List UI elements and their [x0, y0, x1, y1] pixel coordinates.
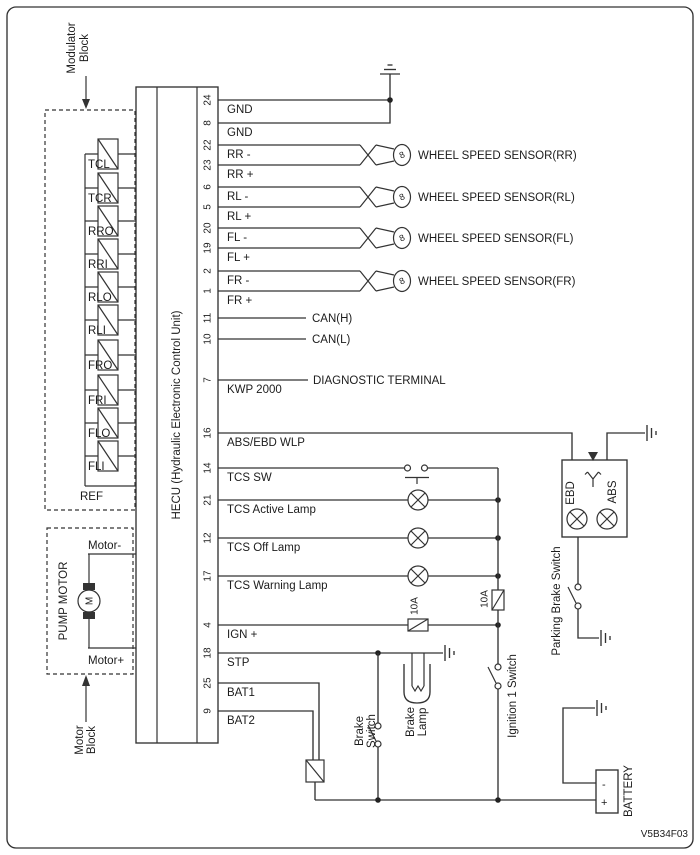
pin-label-tcs-sw: TCS SW	[227, 472, 272, 484]
solenoid-tcr	[85, 173, 136, 205]
pin-number: 5	[202, 204, 214, 210]
junction-dot	[375, 797, 381, 803]
pin-label-abs-ebd-wlp: ABS/EBD WLP	[227, 437, 305, 449]
battery-plus-label: +	[601, 797, 608, 809]
fuse-10a-ign-label: 10A	[409, 597, 421, 615]
solenoid-rli	[85, 305, 136, 337]
pin-label-gnd-8: GND	[227, 127, 253, 139]
brake-switch	[354, 653, 381, 800]
pin-number: 1	[202, 288, 214, 294]
can-h-label: CAN(H)	[312, 313, 353, 325]
sensor-glyph: 8	[397, 149, 407, 161]
junction-dot	[495, 797, 501, 803]
battery-feed	[218, 683, 596, 803]
pin-label-rr-plus: RR +	[227, 169, 254, 181]
figure-code: V5B34F03	[640, 829, 688, 840]
twisted-pair-icon	[360, 187, 376, 207]
fuse-10a-bus-icon	[492, 590, 504, 610]
motor-block-arrowhead-icon	[82, 675, 90, 686]
ebd-abs-warning-box	[562, 452, 627, 537]
pin-label-fl-plus: FL +	[227, 252, 250, 264]
motor-m-label: M	[84, 596, 96, 606]
switch-lever	[488, 667, 496, 683]
pin-number: 12	[202, 532, 214, 544]
solenoid-label-rlo: RLO	[88, 292, 112, 304]
motor-block-label-1: Motor	[74, 725, 86, 755]
motor-plus-label: Motor+	[88, 655, 125, 667]
brake-switch-label-2: Switch	[366, 714, 378, 748]
ground-symbol-top	[380, 65, 400, 74]
solenoid-label-tcl: TCL	[88, 159, 110, 171]
hecu-pin-numbers	[203, 94, 214, 714]
tcs-switch-icon	[405, 465, 430, 484]
pin-label-tcs-warning-lamp: TCS Warning Lamp	[227, 580, 328, 592]
can-l-label: CAN(L)	[312, 334, 351, 346]
brake-switch-label-1: Brake	[354, 715, 366, 747]
pump-motor-block	[47, 528, 136, 674]
bulb-outline	[404, 664, 430, 703]
modulator-block-label-2: Block	[79, 33, 91, 63]
brake-lamp-label-1: Brake	[405, 706, 417, 738]
pin-number: 19	[202, 242, 214, 254]
motor-block-label-2: Block	[86, 725, 98, 755]
modulator-block-label-1: Modulator	[66, 22, 78, 74]
diode-bar-icon	[585, 472, 601, 487]
wheel-speed-sensor-fl	[218, 228, 574, 249]
solenoid-fli	[85, 441, 136, 473]
ground-symbol-stp	[445, 645, 454, 661]
solenoid-label-fri: FRI	[88, 395, 107, 407]
pin-number: 9	[202, 708, 214, 714]
pin-number: 4	[202, 622, 214, 628]
pin-number: 17	[202, 570, 214, 582]
pin-number: 2	[202, 268, 214, 274]
solenoid-rro	[85, 206, 136, 238]
modulator-block-arrowhead-icon	[82, 99, 90, 109]
pin-number: 11	[202, 312, 214, 324]
abs-label: ABS	[607, 480, 619, 504]
battery-label: BATTERY	[623, 765, 635, 817]
pin-label-rl-plus: RL +	[227, 211, 252, 223]
wheel-speed-sensor-rl	[218, 187, 575, 208]
pin-label-tcs-off-lamp: TCS Off Lamp	[227, 542, 301, 554]
switch-lever	[568, 587, 576, 603]
sensor-glyph: 8	[397, 275, 407, 287]
motor-block-pointer	[74, 675, 98, 755]
wheel-speed-sensor-fl-label: WHEEL SPEED SENSOR(FL)	[418, 233, 574, 245]
ref-label: REF	[80, 491, 103, 503]
pin-label-bat2: BAT2	[227, 715, 255, 727]
modulator-block	[45, 22, 136, 510]
ign-circuit	[218, 597, 501, 631]
solenoid-fro	[85, 340, 136, 372]
wheel-speed-sensor-fr	[218, 271, 576, 292]
abs-ebd-wlp-circuit	[218, 425, 656, 656]
brake-lamp-icon	[404, 653, 430, 703]
pin-label-fr-plus: FR +	[227, 295, 253, 307]
pin-label-rl-minus: RL -	[227, 191, 249, 203]
solenoid-flo	[85, 408, 136, 440]
fuse-main-icon	[306, 760, 324, 782]
ignition-bus	[480, 468, 520, 800]
solenoid-label-rro: RRO	[88, 226, 114, 238]
tcs-warning-lamp-icon	[408, 566, 428, 586]
battery-minus-label: -	[602, 779, 606, 791]
tcs-off-lamp-icon	[408, 528, 428, 548]
junction-dot	[387, 97, 393, 103]
pin-number: 14	[202, 462, 214, 474]
solenoid-rlo	[85, 272, 136, 304]
pin-number: 6	[202, 184, 214, 190]
pin-label-tcs-active-lamp: TCS Active Lamp	[227, 504, 316, 516]
hecu-pin-labels	[227, 104, 328, 727]
wheel-speed-sensor-rr	[218, 145, 577, 166]
parking-brake-switch-label: Parking Brake Switch	[551, 546, 563, 656]
motor-minus-label: Motor-	[88, 540, 122, 552]
pin-label-bat1: BAT1	[227, 687, 255, 699]
pin-number: 25	[202, 677, 214, 689]
pin-number: 20	[202, 222, 214, 234]
solenoid-label-rli: RLI	[88, 325, 106, 337]
pin-number: 16	[202, 427, 214, 439]
pin-number: 22	[202, 139, 214, 151]
ground-symbol-battery	[597, 700, 606, 716]
pin-number: 18	[202, 647, 214, 659]
pin-label-ign: IGN +	[227, 629, 258, 641]
pin-number: 8	[202, 120, 214, 126]
pin-number: 23	[202, 159, 214, 171]
wheel-speed-sensor-fr-label: WHEEL SPEED SENSOR(FR)	[418, 276, 576, 288]
twisted-pair-icon	[360, 145, 376, 165]
ignition-switch-icon	[488, 664, 501, 689]
twisted-pair-icon	[360, 271, 376, 291]
pin-label-stp: STP	[227, 657, 250, 669]
fuse-10a-ign-icon	[408, 619, 428, 631]
wheel-speed-sensor-rr-label: WHEEL SPEED SENSOR(RR)	[418, 150, 577, 162]
twisted-pair-icon	[360, 228, 376, 248]
solenoid-label-fro: FRO	[88, 360, 113, 372]
pin-label-gnd-24: GND	[227, 104, 253, 116]
pin-label-fr-minus: FR -	[227, 275, 250, 287]
pin-label-kwp2000: KWP 2000	[227, 384, 282, 396]
pin-number: 7	[202, 377, 214, 383]
ebd-lamp-icon	[567, 509, 587, 529]
sensor-glyph: 8	[397, 232, 407, 244]
brake-lamp-label-2: Lamp	[417, 707, 429, 737]
filament	[412, 686, 424, 691]
fuse-10a-bus-label: 10A	[479, 590, 491, 608]
solenoid-fri	[85, 375, 136, 407]
pin-number: 21	[202, 494, 214, 506]
motor-brush-top	[83, 583, 95, 590]
ground-symbol-right-top	[647, 425, 656, 441]
solenoid-label-flo: FLO	[88, 428, 111, 440]
wheel-speed-sensor-rl-label: WHEEL SPEED SENSOR(RL)	[418, 192, 575, 204]
ground-symbol-parking	[601, 630, 610, 646]
ebd-label: EBD	[565, 481, 577, 505]
tcs-active-lamp-icon	[408, 490, 428, 510]
hecu-label: HECU (Hydraulic Electronic Control Unit)	[171, 310, 183, 520]
ignition-switch-label: Ignition 1 Switch	[507, 654, 519, 738]
solenoid-label-fli: FLI	[88, 461, 105, 473]
pump-motor-label: PUMP MOTOR	[58, 561, 70, 641]
pin-number: 24	[202, 94, 214, 106]
can-diagnostic	[218, 313, 446, 387]
solenoid-label-tcr: TCR	[88, 193, 112, 205]
diagnostic-terminal-label: DIAGNOSTIC TERMINAL	[313, 375, 446, 387]
pin-label-fl-minus: FL -	[227, 232, 248, 244]
abs-lamp-icon	[597, 509, 617, 529]
solenoid-label-rri: RRI	[88, 259, 108, 271]
pin-number: 10	[202, 333, 214, 345]
motor-brush-bottom	[83, 612, 95, 619]
pin-label-rr-minus: RR -	[227, 149, 251, 161]
parking-brake-switch	[551, 537, 610, 656]
solenoid-rri	[85, 239, 136, 271]
solenoid-tcl	[85, 139, 136, 171]
sensor-glyph: 8	[397, 191, 407, 203]
solenoid-rows	[85, 139, 136, 473]
